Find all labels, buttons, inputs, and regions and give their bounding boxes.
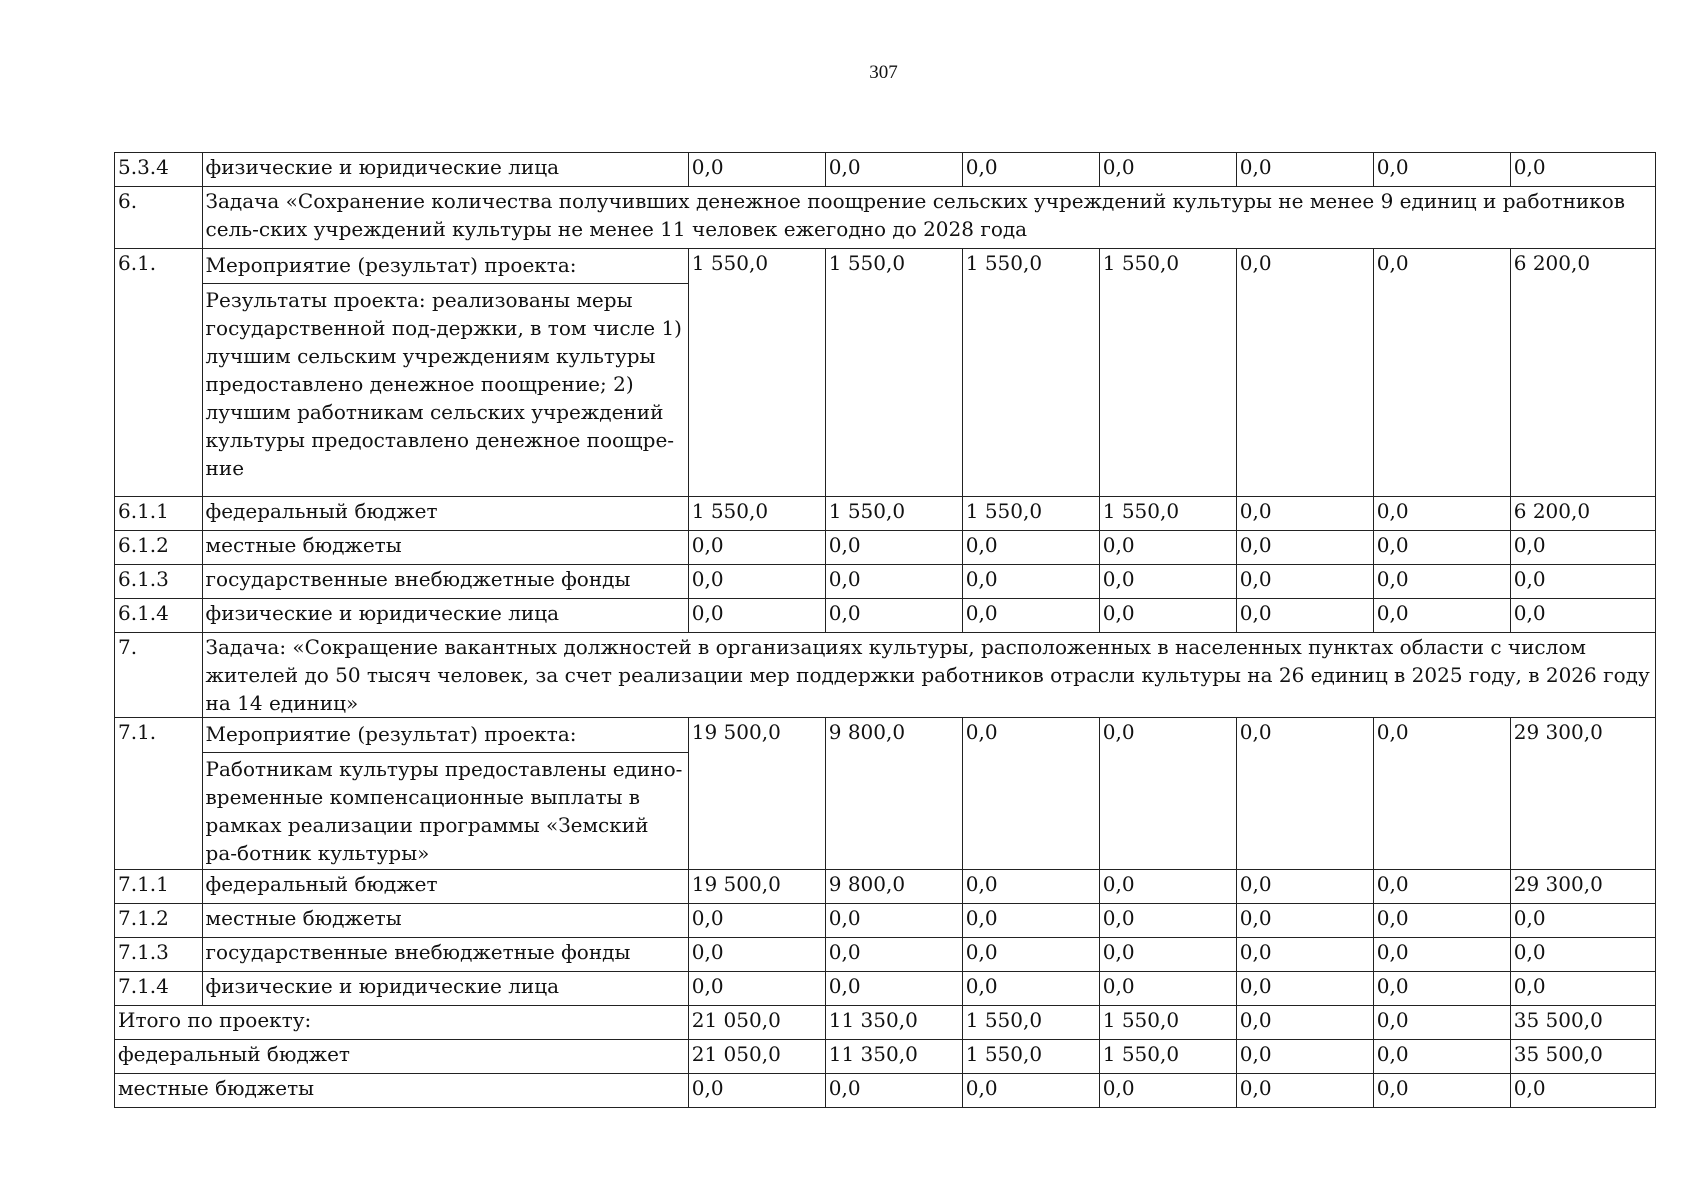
value-cell: 21 050,0 [688,1006,825,1040]
value-cell: 0,0 [962,938,1099,972]
budget-table [114,152,1656,1108]
row-name-cell: государственные внебюджетные фонды [202,565,688,599]
table-row [115,153,1656,187]
value-cell: 0,0 [1099,904,1236,938]
value-cell: 0,0 [1099,599,1236,633]
value-cell: 0,0 [1373,1074,1510,1108]
value-cell: 0,0 [1236,249,1373,497]
value-cell: 0,0 [1236,1006,1373,1040]
table-row [115,972,1656,1006]
value-cell: 0,0 [1373,565,1510,599]
value-cell: 0,0 [1373,904,1510,938]
table-row [115,904,1656,938]
value-cell: 0,0 [1099,870,1236,904]
value-cell: 29 300,0 [1510,870,1655,904]
value-cell: 11 350,0 [825,1040,962,1074]
activity-description: Результаты проекта: реализованы меры государственной под-держки, в том числе 1) лучшим сельским учреждениям культуры предоставлено денежное поощрение; 2) лучшим работникам сельских учреждений культуры предоставлено денежное поощре-ние [205,288,682,480]
value-cell: 0,0 [1236,1040,1373,1074]
value-cell: 6 200,0 [1510,249,1655,497]
row-name-cell: физические и юридические лица [202,599,688,633]
table-row [115,497,1656,531]
value-cell: 0,0 [1099,153,1236,187]
table-row [115,187,1656,249]
table-body [115,153,1656,1108]
value-cell: 1 550,0 [962,497,1099,531]
value-cell: 0,0 [688,1074,825,1108]
value-cell: 21 050,0 [688,1040,825,1074]
value-cell: 1 550,0 [825,497,962,531]
value-cell: 0,0 [962,153,1099,187]
table-row [115,718,1656,870]
value-cell: 0,0 [688,938,825,972]
value-cell: 0,0 [1373,1040,1510,1074]
row-name-cell: физические и юридические лица [202,972,688,1006]
row-name-cell: федеральный бюджет [202,497,688,531]
row-number-cell: 7.1.4 [115,972,203,1006]
value-cell: 0,0 [688,531,825,565]
table-row [115,1074,1656,1108]
value-cell: 0,0 [688,904,825,938]
value-cell: 1 550,0 [1099,497,1236,531]
value-cell: 19 500,0 [688,870,825,904]
value-cell: 0,0 [1373,531,1510,565]
value-cell: 9 800,0 [825,718,962,870]
task-text-cell: Задача: «Сокращение вакантных должностей в организациях культуры, расположенных в населенных пунктах области с числом жителей до 50 тысяч человек, за счет реализации мер поддержки работников отрасли культуры на 26 единиц в 2025 году, в 2026 году на 14 единиц» [202,633,1655,718]
value-cell: 0,0 [1236,1074,1373,1108]
value-cell: 6 200,0 [1510,497,1655,531]
value-cell: 0,0 [1373,153,1510,187]
value-cell: 0,0 [1236,972,1373,1006]
table-row [115,599,1656,633]
value-cell: 0,0 [962,531,1099,565]
value-cell: 0,0 [825,599,962,633]
value-cell: 0,0 [1373,718,1510,870]
activity-cell [202,249,688,497]
value-cell: 0,0 [1236,718,1373,870]
value-cell: 0,0 [825,153,962,187]
row-number-cell: 7. [115,633,203,718]
value-cell: 0,0 [1236,870,1373,904]
value-cell: 1 550,0 [825,249,962,497]
value-cell: 0,0 [1099,531,1236,565]
value-cell: 1 550,0 [962,249,1099,497]
value-cell: 0,0 [825,938,962,972]
row-number-cell: 7.1. [115,718,203,870]
value-cell: 0,0 [962,972,1099,1006]
row-number-cell: 6.1.3 [115,565,203,599]
value-cell: 35 500,0 [1510,1040,1655,1074]
value-cell: 9 800,0 [825,870,962,904]
value-cell: 0,0 [825,972,962,1006]
table-row [115,938,1656,972]
value-cell: 0,0 [1099,972,1236,1006]
value-cell: 0,0 [1373,249,1510,497]
value-cell: 0,0 [962,904,1099,938]
row-number-cell: 6.1.1 [115,497,203,531]
row-number-cell: 5.3.4 [115,153,203,187]
value-cell: 0,0 [962,1074,1099,1108]
value-cell: 0,0 [1099,938,1236,972]
value-cell: 0,0 [962,565,1099,599]
total-label-cell: Итого по проекту: [115,1006,689,1040]
value-cell: 1 550,0 [688,249,825,497]
table-row [115,633,1656,718]
value-cell: 0,0 [962,870,1099,904]
total-label-cell: местные бюджеты [115,1074,689,1108]
value-cell: 29 300,0 [1510,718,1655,870]
task-text-cell: Задача «Сохранение количества получивших денежное поощрение сельских учреждений культуры не менее 9 единиц и работников сель-ских учреждений культуры не менее 11 человек ежегодно до 2028 года [202,187,1655,249]
activity-title: Мероприятие (результат) проекта: [203,718,688,753]
row-number-cell: 6.1.4 [115,599,203,633]
row-number-cell: 7.1.2 [115,904,203,938]
value-cell: 0,0 [1099,1074,1236,1108]
row-number-cell: 6.1.2 [115,531,203,565]
activity-title: Мероприятие (результат) проекта: [203,249,688,284]
value-cell: 0,0 [688,565,825,599]
row-number-cell: 6. [115,187,203,249]
value-cell: 0,0 [1236,599,1373,633]
value-cell: 1 550,0 [688,497,825,531]
value-cell: 0,0 [1510,938,1655,972]
value-cell: 0,0 [825,531,962,565]
value-cell: 0,0 [688,599,825,633]
value-cell: 35 500,0 [1510,1006,1655,1040]
value-cell: 0,0 [962,599,1099,633]
value-cell: 1 550,0 [962,1006,1099,1040]
value-cell: 0,0 [1373,1006,1510,1040]
value-cell: 0,0 [1236,938,1373,972]
activity-description: Работникам культуры предоставлены едино-временные компенсационные выплаты в рамках реализации программы «Земский ра-ботник культуры» [205,757,683,865]
value-cell: 0,0 [1099,718,1236,870]
row-name-cell: местные бюджеты [202,531,688,565]
value-cell: 0,0 [688,153,825,187]
value-cell: 0,0 [1099,565,1236,599]
row-number-cell: 7.1.3 [115,938,203,972]
value-cell: 0,0 [1510,531,1655,565]
value-cell: 0,0 [1510,565,1655,599]
value-cell: 11 350,0 [825,1006,962,1040]
row-name-cell: федеральный бюджет [202,870,688,904]
value-cell: 0,0 [825,565,962,599]
value-cell: 0,0 [1236,565,1373,599]
row-name-cell: государственные внебюджетные фонды [202,938,688,972]
value-cell: 0,0 [1373,497,1510,531]
value-cell: 1 550,0 [962,1040,1099,1074]
value-cell: 0,0 [825,904,962,938]
table-row [115,1040,1656,1074]
row-name-cell: физические и юридические лица [202,153,688,187]
page-number: 307 [869,62,898,83]
row-name-cell: местные бюджеты [202,904,688,938]
row-number-cell: 7.1.1 [115,870,203,904]
value-cell: 0,0 [1373,938,1510,972]
total-label-cell: федеральный бюджет [115,1040,689,1074]
table-row [115,870,1656,904]
value-cell: 19 500,0 [688,718,825,870]
table-row [115,249,1656,497]
value-cell: 1 550,0 [1099,1006,1236,1040]
value-cell: 1 550,0 [1099,249,1236,497]
table-row [115,565,1656,599]
value-cell: 0,0 [962,718,1099,870]
value-cell: 0,0 [1510,599,1655,633]
row-number-cell: 6.1. [115,249,203,497]
value-cell: 0,0 [1373,972,1510,1006]
value-cell: 0,0 [1373,599,1510,633]
value-cell: 0,0 [1236,531,1373,565]
activity-cell [202,718,688,870]
value-cell: 1 550,0 [1099,1040,1236,1074]
value-cell: 0,0 [1373,870,1510,904]
value-cell: 0,0 [1510,904,1655,938]
value-cell: 0,0 [1236,904,1373,938]
value-cell: 0,0 [1236,497,1373,531]
value-cell: 0,0 [825,1074,962,1108]
value-cell: 0,0 [1510,972,1655,1006]
value-cell: 0,0 [688,972,825,1006]
table-row [115,1006,1656,1040]
table-row [115,531,1656,565]
value-cell: 0,0 [1510,1074,1655,1108]
value-cell: 0,0 [1236,153,1373,187]
value-cell: 0,0 [1510,153,1655,187]
